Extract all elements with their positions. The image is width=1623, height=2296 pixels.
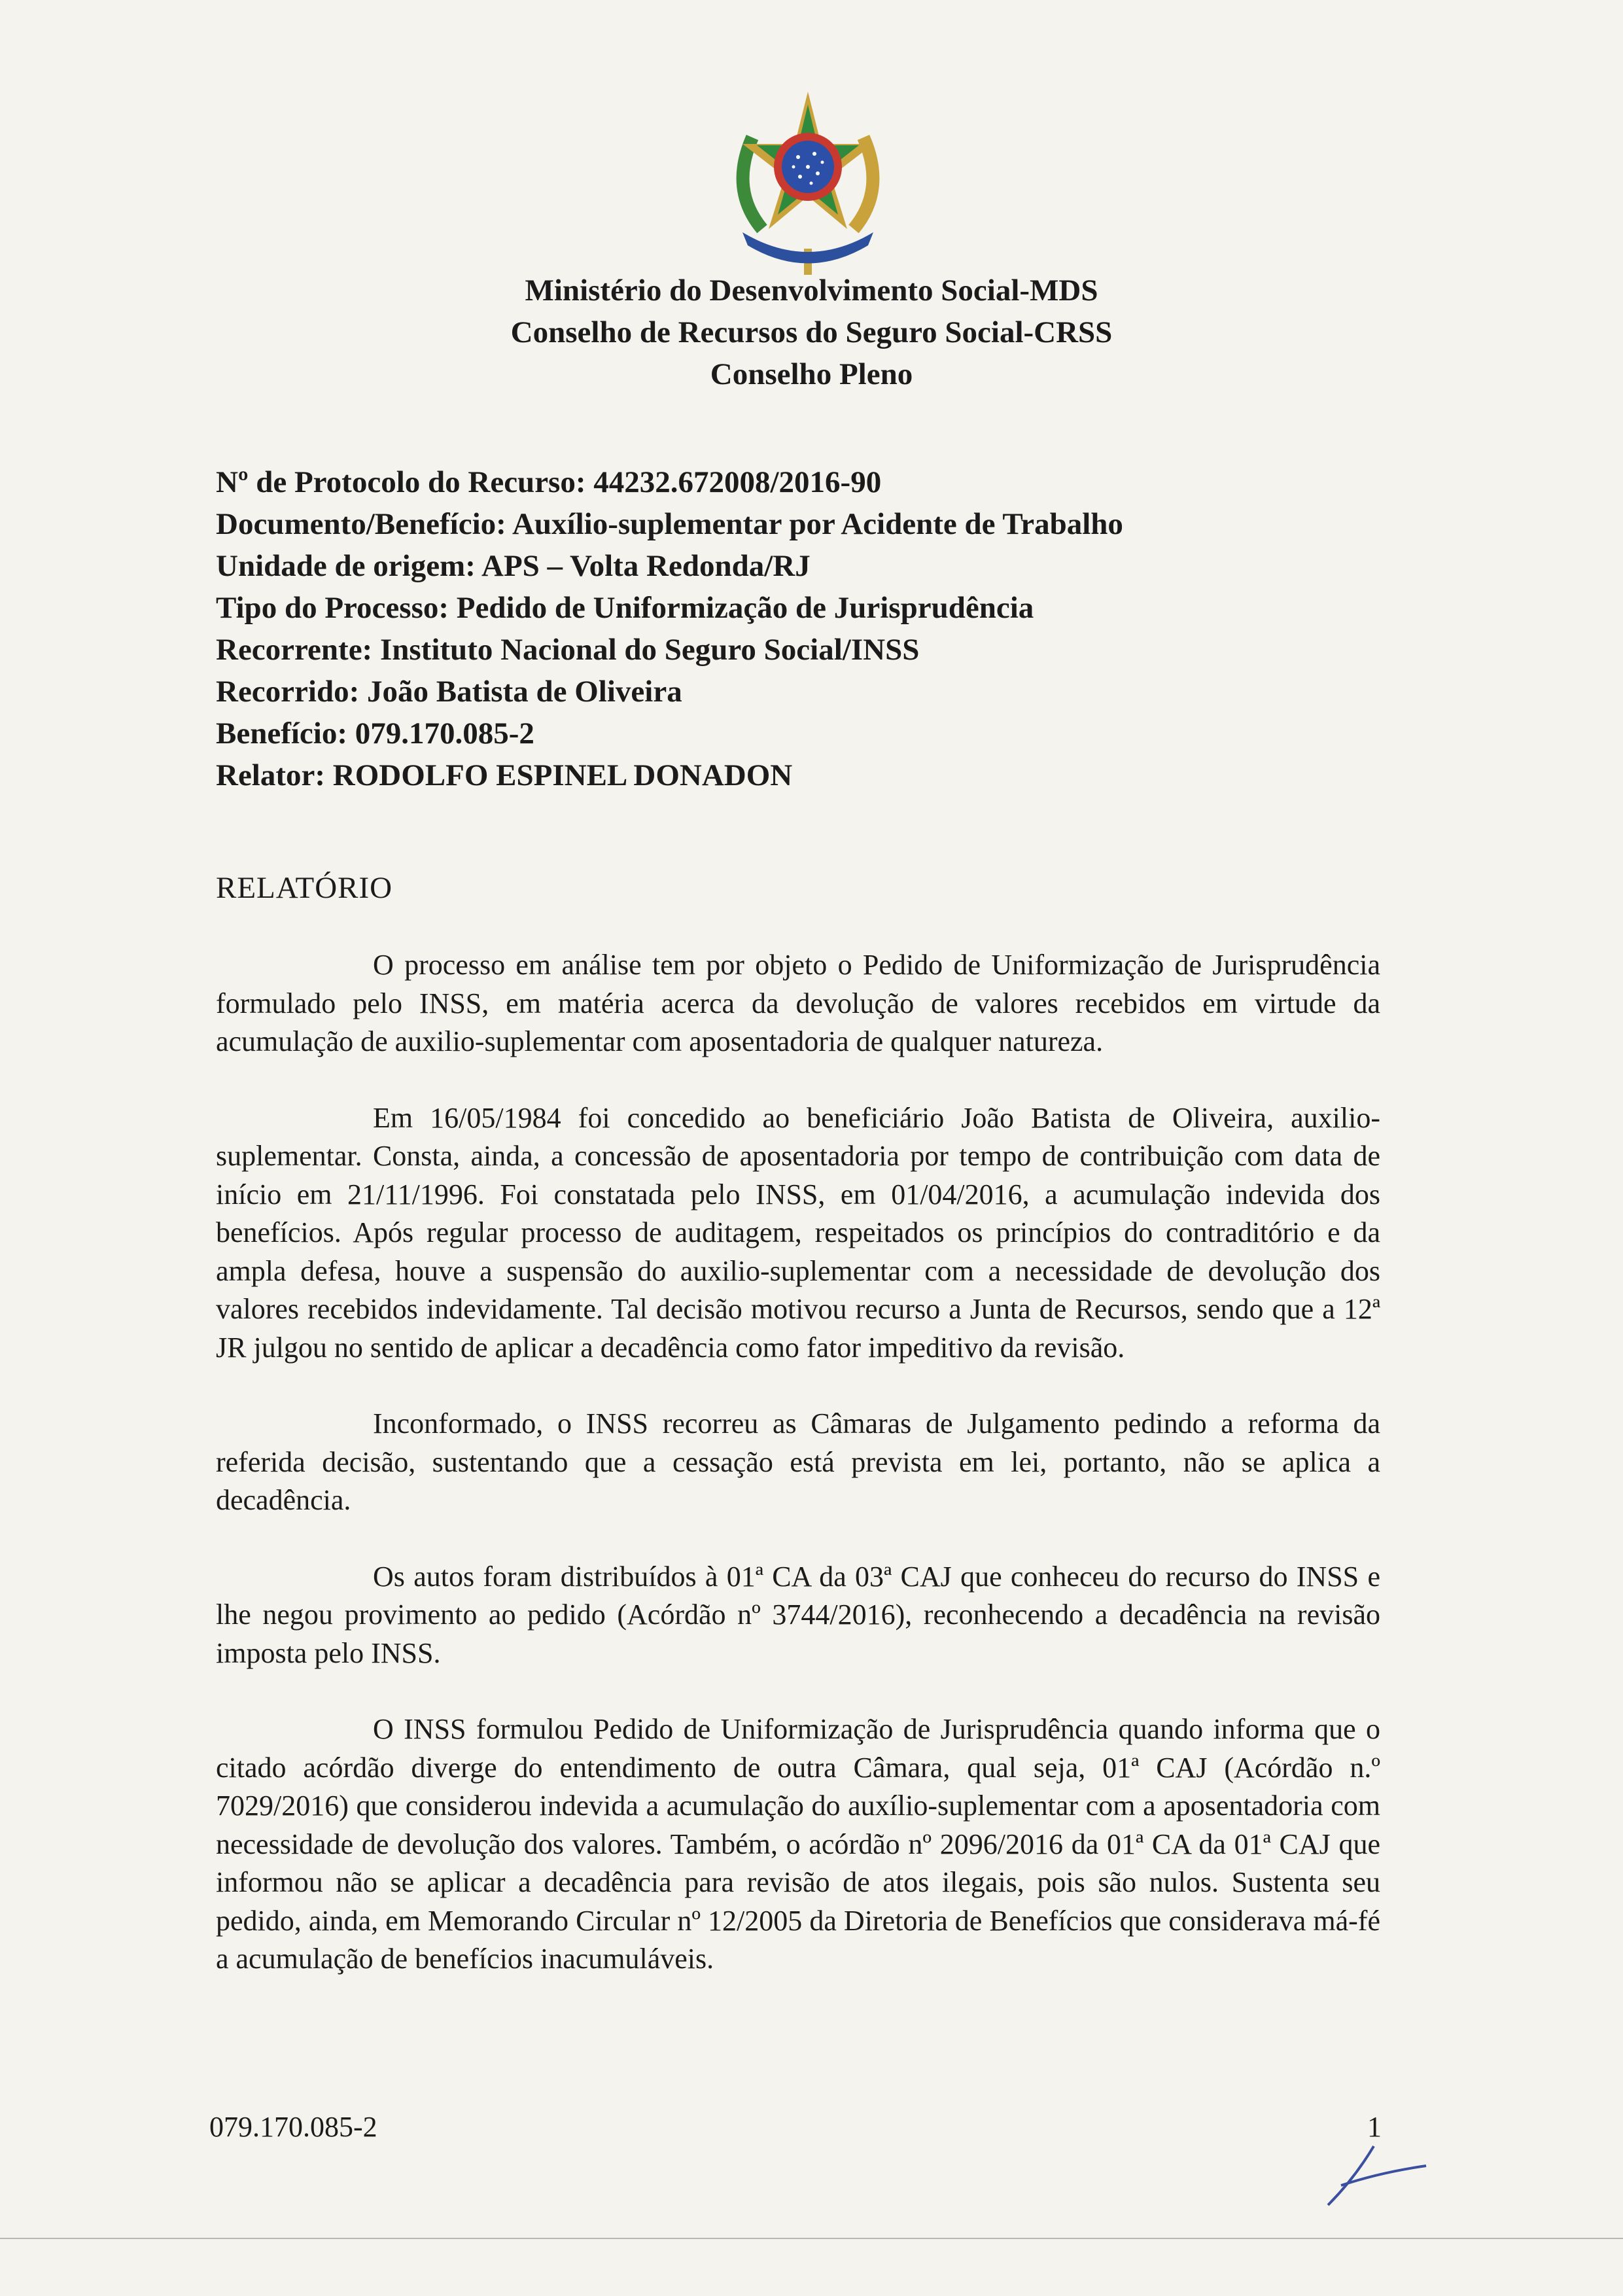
initials-signature-icon (1315, 2133, 1433, 2212)
document-benefit: Documento/Benefício: Auxílio-suplementar por Acidente de Trabalho (216, 507, 1123, 541)
appellant: Recorrente: Instituto Nacional do Seguro Social/INSS (216, 633, 920, 667)
rapporteur: Relator: RODOLFO ESPINEL DONADON (216, 758, 793, 792)
appellee: Recorrido: João Batista de Oliveira (216, 675, 682, 709)
page-number: 1 (1367, 2111, 1382, 2143)
paragraph: Inconformado, o INSS recorreu as Câmaras de Julgamento pedindo a reforma da referida decisão, sustentando que a cessação está prevista em lei, portanto, não se aplica a decadência. (216, 1407, 1380, 1516)
ministry-name: Ministério do Desenvolvimento Social-MDS (525, 274, 1098, 308)
council-name: Conselho de Recursos do Seguro Social-CRSS (510, 315, 1113, 349)
paragraph: Os autos foram distribuídos à 01ª CA da 03ª CAJ que conheceu do recurso do INSS e lhe negou provimento ao pedido (Acórdão nº 3744/2016), reconhecendo a decadência na revisão imposta pelo INSS. (216, 1560, 1380, 1669)
report-body (216, 946, 1380, 2017)
case-metadata (216, 461, 1123, 796)
paragraph: Em 16/05/1984 foi concedido ao beneficiário João Batista de Oliveira, auxilio-suplementar. Consta, ainda, a concessão de aposentadoria por tempo de contribuição com data de início em 21/11/1996. Foi constatada pelo INSS, em 01/04/2016, a acumulação indevida dos benefícios. Após regular processo de auditagem, respeitados os princípios do contraditório e da ampla defesa, houve a suspensão do auxilio-suplementar com a necessidade de devolução dos valores recebidos indevidamente. Tal decisão motivou recurso a Junta de Recursos, sendo que a 12ª JR julgou no sentido de aplicar a decadência como fator impeditivo da revisão. (216, 1101, 1380, 1364)
process-type: Tipo do Processo: Pedido de Uniformização de Jurisprudência (216, 591, 1034, 625)
council-body: Conselho Pleno (710, 357, 913, 391)
section-title: RELATÓRIO (216, 871, 393, 905)
footer-benefit-number: 079.170.085-2 (209, 2111, 377, 2143)
origin-unit: Unidade de origem: APS – Volta Redonda/RJ (216, 549, 811, 583)
paragraph: O INSS formulou Pedido de Uniformização de Jurisprudência quando informa que o citado acórdão diverge do entendimento de outra Câmara, qual seja, 01ª CAJ (Acórdão n.º 7029/2016) que considerou indevida a acumulação do auxílio-suplementar com a aposentadoria com necessidade de devolução dos valores. Também, o acórdão nº 2096/2016 da 01ª CA da 01ª CAJ que informou não se aplicar a decadência para revisão de atos ilegais, pois são nulos. Sustenta seu pedido, ainda, em Memorando Circular nº 12/2005 da Diretoria de Benefícios que considerava má-fé a acumulação de benefícios inacumuláveis. (216, 1713, 1380, 1975)
protocol-number: Nº de Protocolo do Recurso: 44232.672008/2016-90 (216, 465, 882, 499)
paragraph: O processo em análise tem por objeto o Pedido de Uniformização de Jurisprudência formulado pelo INSS, em matéria acerca da devolução de valores recebidos em virtude da acumulação de auxilio-suplementar com aposentadoria de qualquer natureza. (216, 949, 1380, 1057)
benefit-number: Benefício: 079.170.085-2 (216, 716, 534, 751)
bottom-divider (0, 2238, 1623, 2239)
coat-of-arms-of-brazil-icon (716, 85, 899, 281)
document-header (0, 270, 1623, 395)
